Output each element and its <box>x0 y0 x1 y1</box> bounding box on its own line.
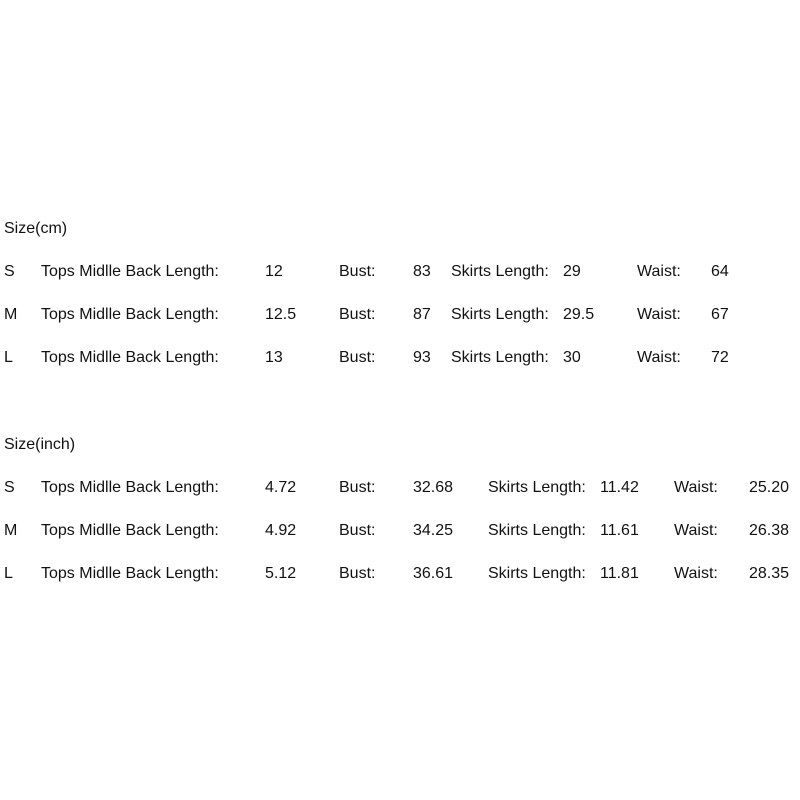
skirt-length-value: 11.42 <box>600 479 639 496</box>
skirt-length-value: 29 <box>563 263 581 280</box>
skirt-length-label: Skirts Length: <box>488 522 586 539</box>
skirt-length-value: 30 <box>563 349 581 366</box>
bust-value: 32.68 <box>413 479 454 496</box>
tops-length-label: Tops Midlle Back Length: <box>41 522 219 539</box>
bust-label: Bust: <box>339 565 376 582</box>
bust-label: Bust: <box>339 306 376 323</box>
skirt-length-label: Skirts Length: <box>451 263 549 280</box>
tops-length-value: 12.5 <box>265 306 297 323</box>
tops-length-label: Tops Midlle Back Length: <box>41 565 219 582</box>
waist-label: Waist: <box>637 263 681 280</box>
waist-label: Waist: <box>674 522 718 539</box>
waist-label: Waist: <box>637 349 681 366</box>
bust-value: 87 <box>413 306 431 323</box>
skirt-length-label: Skirts Length: <box>488 565 586 582</box>
table-row <box>0 477 800 499</box>
waist-label: Waist: <box>674 479 718 496</box>
tops-length-value: 4.72 <box>265 479 297 496</box>
skirt-length-value: 11.81 <box>600 565 639 582</box>
waist-label: Waist: <box>674 565 718 582</box>
table-row <box>0 563 800 585</box>
bust-label: Bust: <box>339 263 376 280</box>
waist-value: 64 <box>711 263 729 280</box>
table-row <box>0 304 800 326</box>
waist-label: Waist: <box>637 306 681 323</box>
tops-length-value: 4.92 <box>265 522 297 539</box>
bust-value: 34.25 <box>413 522 454 539</box>
size-label: S <box>4 263 15 280</box>
size-inch-heading: Size(inch) <box>4 436 76 453</box>
skirt-length-value: 11.61 <box>600 522 639 539</box>
size-label: L <box>4 565 13 582</box>
size-cm-heading: Size(cm) <box>4 220 68 237</box>
bust-value: 83 <box>413 263 431 280</box>
table-row <box>0 261 800 283</box>
size-label: M <box>4 522 18 539</box>
bust-value: 93 <box>413 349 431 366</box>
tops-length-value: 5.12 <box>265 565 297 582</box>
skirt-length-label: Skirts Length: <box>451 349 549 366</box>
skirt-length-label: Skirts Length: <box>451 306 549 323</box>
tops-length-label: Tops Midlle Back Length: <box>41 479 219 496</box>
tops-length-label: Tops Midlle Back Length: <box>41 263 219 280</box>
waist-value: 26.38 <box>749 522 790 539</box>
skirt-length-label: Skirts Length: <box>488 479 586 496</box>
table-row <box>0 520 800 542</box>
tops-length-label: Tops Midlle Back Length: <box>41 349 219 366</box>
size-label: M <box>4 306 18 323</box>
table-row <box>0 347 800 369</box>
tops-length-label: Tops Midlle Back Length: <box>41 306 219 323</box>
bust-label: Bust: <box>339 522 376 539</box>
waist-value: 67 <box>711 306 729 323</box>
skirt-length-value: 29.5 <box>563 306 595 323</box>
waist-value: 72 <box>711 349 729 366</box>
waist-value: 28.35 <box>749 565 790 582</box>
waist-value: 25.20 <box>749 479 790 496</box>
bust-label: Bust: <box>339 349 376 366</box>
tops-length-value: 13 <box>265 349 283 366</box>
tops-length-value: 12 <box>265 263 283 280</box>
size-label: L <box>4 349 13 366</box>
bust-label: Bust: <box>339 479 376 496</box>
size-label: S <box>4 479 15 496</box>
bust-value: 36.61 <box>413 565 454 582</box>
